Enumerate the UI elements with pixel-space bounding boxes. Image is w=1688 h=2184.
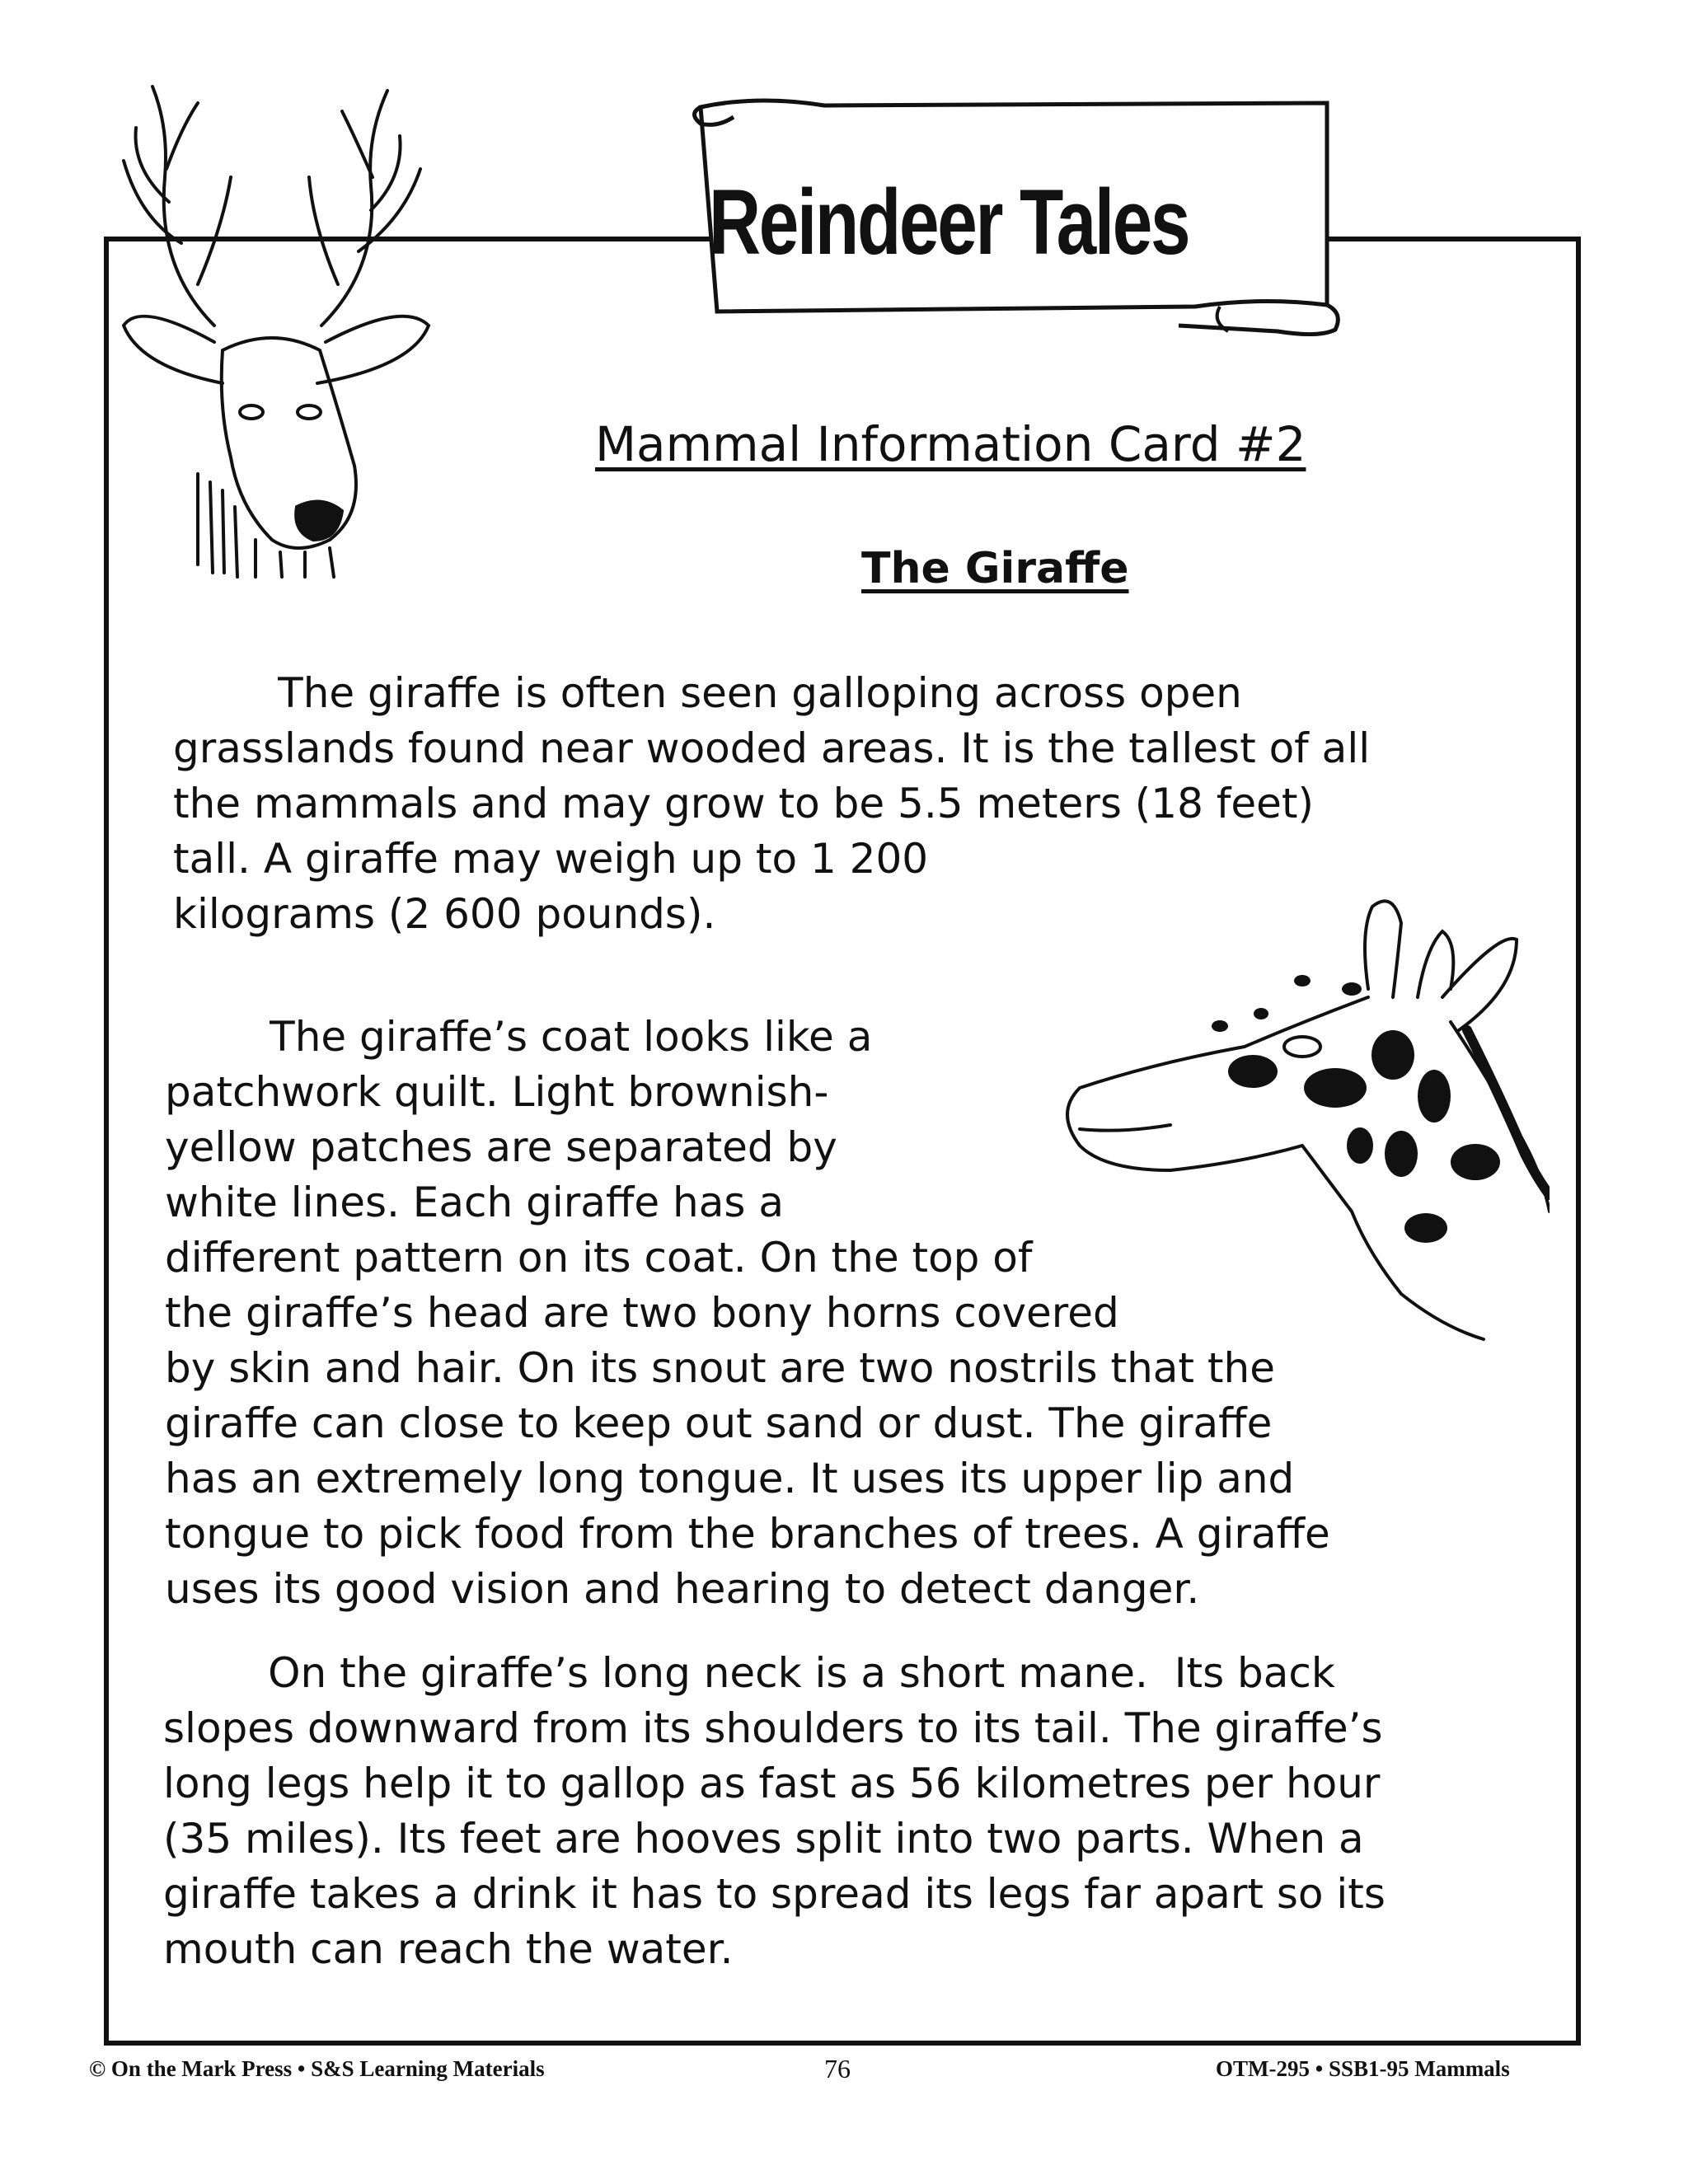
text-line: uses its good vision and hearing to detect danger. [165, 1565, 1200, 1613]
text-line: yellow patches are separated by [165, 1123, 837, 1171]
banner-title: Reindeer Tales [709, 171, 1189, 274]
text-line: tall. A giraffe may weigh up to 1 200 [173, 835, 929, 883]
text-line: the mammals and may grow to be 5.5 meters (18 feet) [173, 780, 1315, 827]
text-line: On the giraffe’s long neck is a short mane. Its back [163, 1649, 1335, 1697]
animal-title: The Giraffe [861, 544, 1129, 593]
text-line: slopes downward from its shoulders to its tail. The giraffe’s [163, 1704, 1383, 1752]
text-line: kilograms (2 600 pounds). [173, 890, 716, 938]
deer-head-illustration [107, 78, 453, 581]
text-line: the giraffe’s head are two bony horns covered [165, 1289, 1119, 1337]
text-line: tongue to pick food from the branches of trees. A giraffe [165, 1510, 1330, 1558]
text-line: The giraffe is often seen galloping across open [173, 669, 1242, 717]
page-number: 76 [824, 2054, 851, 2083]
text-line: different pattern on its coat. On the top of [165, 1234, 1033, 1282]
paragraph-3 [163, 1646, 1386, 1977]
text-line: has an extremely long tongue. It uses its upper lip and [165, 1455, 1295, 1502]
text-line: mouth can reach the water. [163, 1925, 734, 1973]
text-line: white lines. Each giraffe has a [165, 1179, 784, 1226]
text-line: (35 miles). Its feet are hooves split into two parts. When a [163, 1815, 1364, 1863]
card-title: Mammal Information Card #2 [595, 416, 1306, 472]
footer-publisher: © On the Mark Press • S&S Learning Materials [89, 2056, 545, 2081]
text-line: long legs help it to gallop as fast as 56 kilometres per hour [163, 1760, 1381, 1807]
text-line: giraffe takes a drink it has to spread its legs far apart so its [163, 1870, 1386, 1918]
text-line: The giraffe’s coat looks like a [165, 1013, 873, 1061]
text-line: grasslands found near wooded areas. It is the tallest of all [173, 724, 1371, 772]
text-line: giraffe can close to keep out sand or dust. The giraffe [165, 1399, 1273, 1447]
text-line: patchwork quilt. Light brownish- [165, 1068, 829, 1116]
footer-product-code: OTM-295 • SSB1-95 Mammals [1216, 2056, 1510, 2081]
paragraph-2 [165, 1010, 1330, 1617]
paragraph-1 [173, 666, 1370, 942]
text-line: by skin and hair. On its snout are two nostrils that the [165, 1344, 1275, 1392]
